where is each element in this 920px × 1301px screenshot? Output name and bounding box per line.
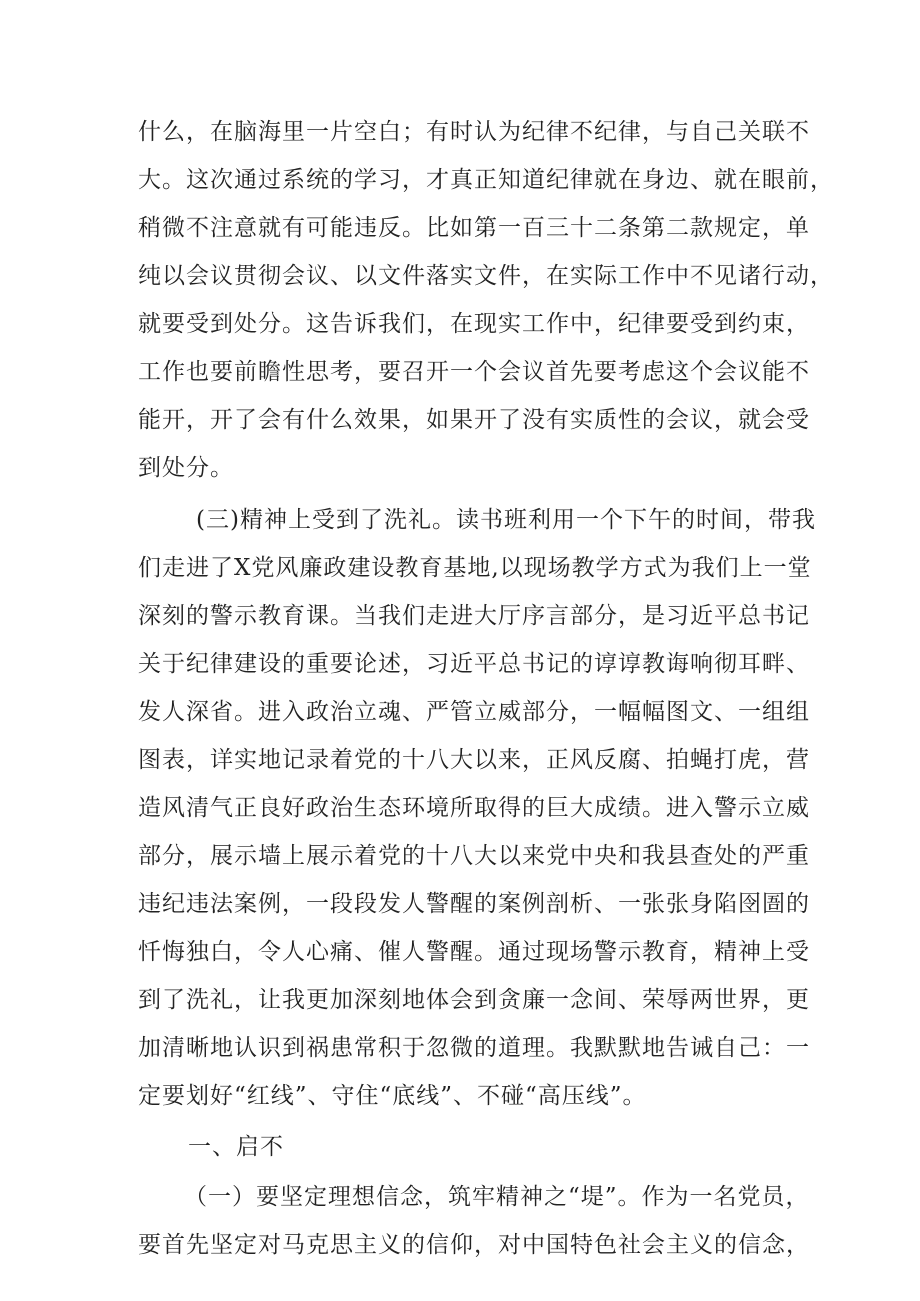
text-line: 到处分。 (138, 455, 234, 481)
text-line: 部分，展示墙上展示着党的十八大以来党中央和我县查处的严重 (138, 843, 810, 869)
text-line: 纯以会议贯彻会议、以文件落实文件，在实际工作中不见诸行动， (138, 263, 834, 289)
text-line: 发人深省。进入政治立魂、严管立威部分，一幅幅图文、一组组 (138, 699, 810, 725)
text-line: 就要受到处分。这告诉我们，在现实工作中，纪律要受到约束， (138, 311, 810, 337)
heading-text: 一、启不 (188, 1134, 284, 1160)
text-line: （一）要坚定理想信念，筑牢精神之“堤”。作为一名党员， (184, 1184, 810, 1210)
text-line: 要首先坚定对马克思主义的信仰，对中国特色社会主义的信念， (138, 1232, 810, 1258)
text-line: 稍微不注意就有可能违反。比如第一百三十二条第二款规定，单 (138, 215, 810, 241)
text-line: 图表，详实地记录着党的十八大以来，正风反腐、拍蝇打虎，营 (138, 747, 810, 773)
text-line: 什么，在脑海里一片空白；有时认为纪律不纪律，与自己关联不 (138, 119, 810, 145)
text-line: 能开，开了会有什么效果，如果开了没有实质性的会议，就会受 (138, 407, 810, 433)
text-line: 们走进了X党风廉政建设教育基地,以现场教学方式为我们上一堂 (138, 555, 812, 581)
text-line: 造风清气正良好政治生态环境所取得的巨大成绩。进入警示立威 (138, 795, 810, 821)
text-line: 深刻的警示教育课。当我们走进大厅序言部分，是习近平总书记 (138, 603, 810, 629)
text-line: 到了洗礼，让我更加深刻地体会到贪廉一念间、荣辱两世界，更 (138, 987, 810, 1013)
text-line: 关于纪律建设的重要论述，习近平总书记的谆谆教诲响彻耳畔、 (138, 651, 810, 677)
text-line: 忏悔独白，令人心痛、催人警醒。通过现场警示教育，精神上受 (138, 939, 810, 965)
text-line: 违纪违法案例，一段段发人警醒的案例剖析、一张张身陷囹圄的 (138, 891, 810, 917)
text-line: (三)精神上受到了洗礼。读书班利用一个下午的时间，带我 (196, 507, 816, 533)
text-line: 加清晰地认识到祸患常积于忽微的道理。我默默地告诫自己：一 (138, 1035, 810, 1061)
text-line: 定要划好“红线”、守住“底线”、不碰“高压线”。 (138, 1083, 647, 1109)
text-line: 大。这次通过系统的学习，才真正知道纪律就在身边、就在眼前， (138, 167, 834, 193)
text-line: 工作也要前瞻性思考，要召开一个会议首先要考虑这个会议能不 (138, 359, 810, 385)
